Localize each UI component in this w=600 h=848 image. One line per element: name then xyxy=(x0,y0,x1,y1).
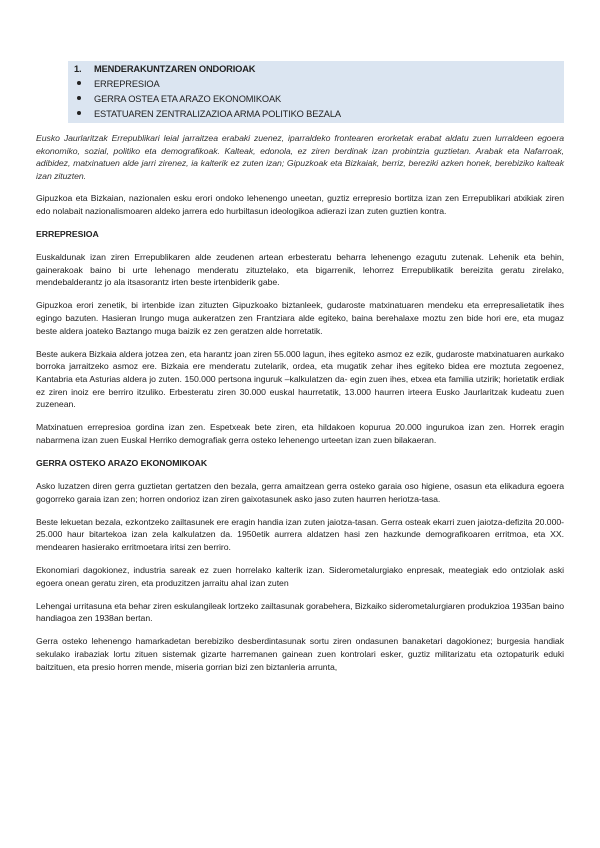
paragraph: Ekonomiari dagokionez, industria sareak ez zuen horrelako kalterik izan. Siderometalurgiako enpresak, meategiak edo ontziolak aski egoera onean geratu ziren, eta produzitzen jarraitu ahal izan zuten xyxy=(36,564,564,588)
intro-paragraph: Eusko Jaurlaritzak Errepublikari leial jarraitzea erabaki zuenez, iparraldeko frontearen erorketak erabat aldatu zuen lurraldeen egoera ekonomiko, sozial, politiko eta demografikoak. Kalteak, edonola, ez ziren berdinak izan probintzia guztietan. Arabak eta Nafarroak, adibidez, matxinatuen alde jarri zirenez, ia kalterik ez zuten izan; Gipuzkoak eta Bizkaiak, berriz, bereziki azken honek, berebiziko kalteak izan zituzten. xyxy=(36,133,564,181)
outline-label: ESTATUAREN ZENTRALIZAZIOA ARMA POLITIKO BEZALA xyxy=(94,109,341,119)
section-heading-gerra: GERRA OSTEKO ARAZO EKONOMIKOAK xyxy=(36,457,208,468)
paragraph: Beste lekuetan bezala, ezkontzeko zailtasunek ere eragin handia izan zuten jaiotza-tasan. Gerra osteak ekarri zuen jaiotza-defizita 20.000-25.000 haur bitartekoa izan zela kalkulatzen da. 1950etik aurrera aldatzen hasi zen hazkunde demografikoaren erritmoa, eta XX. mendearen hasierako erritmoetara iritsi zen berriro. xyxy=(36,516,564,552)
outline-label: GERRA OSTEA ETA ARAZO EKONOMIKOAK xyxy=(94,94,282,104)
outline-item-4 xyxy=(74,108,341,120)
paragraph: Matxinatuen errepresioa gordina izan zen. Espetxeak bete ziren, eta hildakoen kopurua 20.000 ingurukoa izan zen. Horrek eragin nabarmena izan zuen Euskal Herriko demografiak gerra osteko lehenengo urteetan izan zuen bilakaeran. xyxy=(36,422,564,445)
section-heading-errepresioa: ERREPRESIOA xyxy=(36,229,99,240)
paragraph: Beste aukera Bizkaia aldera jotzea zen, eta harantz joan ziren 55.000 lagun, ihes egiteko asmoz ez ezik, gudaroste matxinatuaren aurkako borroka jarraitzeko asmoz ere. Bizkaia ere menderatu zutelarik, ordea, eta mugatik zehar ihes egiteko bidea ere moztuta zegoenez, Kantabria eta Asturias aldera jo zuten. 150.000 pertsona inguruk –kalkulatzen da- egin zuen ihes, etxea eta familia utzirik; horietatik erdiak ez ziren inoiz ere berriro itzuliko. Erbesteratu ziren 30.000 euskal haurretatik, 13.000 haurren irteera Eusko Jaurlaritzak kudeatu zuen zuzenean. xyxy=(36,348,564,410)
paragraph: Lehengai urritasuna eta behar ziren eskulangileak lortzeko zailtasunak gorabehera, Bizkaiko siderometalurgiaren produkzioa 1935an baino handiagoa zen 1938an bertan. xyxy=(36,600,564,624)
paragraph: Euskaldunak izan ziren Errepublikaren alde zeudenen artean erbesteratu beharra lehenengo ezagutu zutenak. Lehenik eta behin, gainerakoak baino bi urte lehenago menderatu zituztelako, eta bigarrenik, lehorrez Errepublikatik bereizita geratu zirelako, mendebalderantz jo ala itsasorantz irten beste irtenbiderik gabe. xyxy=(36,252,564,288)
outline-item-2 xyxy=(74,78,160,90)
bullet-icon xyxy=(77,81,81,85)
outline-item-1 xyxy=(74,63,255,75)
document-body xyxy=(36,132,564,684)
outline-box xyxy=(68,61,564,123)
paragraph: Asko luzatzen diren gerra guztietan gertatzen den bezala, gerra amaitzean gerra osteko garaia oso higiene, osasun eta elikadura egoera gogorreko garaia izan zen; horren ondorioz izan ziren gaixotasunek asko jaso zuten haurren heriotza-tasa. xyxy=(36,480,564,504)
bullet-icon xyxy=(77,96,81,100)
bullet-icon xyxy=(77,111,81,115)
paragraph: Gerra osteko lehenengo hamarkadetan berebiziko desberdintasunak sortu ziren ondasunen banaketari dagokionez; burgesia handiak sekulako irabaziak lortu zituen sistemak gizarte harremanen gainean zuen kontrolari esker, guztiz militarizatu eta oztopaturik eduki baitzituen, eta presio horren mende, miseria gorrian bizi zen biztanleria arrunta, xyxy=(36,636,564,672)
paragraph: Gipuzkoa erori zenetik, bi irtenbide izan zituzten Gipuzkoako biztanleek, gudaroste matxinatuaren mendeku eta errepresalietatik ihes egingo bazuten. Hasieran Irungo muga aukeratzen zen Frantziara alde egiteko, baina berehalaxe moztu zen bide hori ere, eta mugaz beste aldera joateko Baztango muga baizik ez zen geratzen alde horretatik. xyxy=(36,300,564,336)
outline-label: MENDERAKUNTZAREN ONDORIOAK xyxy=(94,64,256,74)
outline-number: 1. xyxy=(74,64,82,74)
outline-item-3 xyxy=(74,93,281,105)
paragraph: Gipuzkoa eta Bizkaian, nazionalen esku erori ondoko lehenengo uneetan, guztiz errepresio bortitza izan zen Errepublikari atxikiak ziren edo nolabait nazionalismoaren aldeko jarrera edo hurbiltasun ideologikoa adierazi izan zuten guztien kontra. xyxy=(36,193,564,216)
outline-label: ERREPRESIOA xyxy=(94,79,160,89)
